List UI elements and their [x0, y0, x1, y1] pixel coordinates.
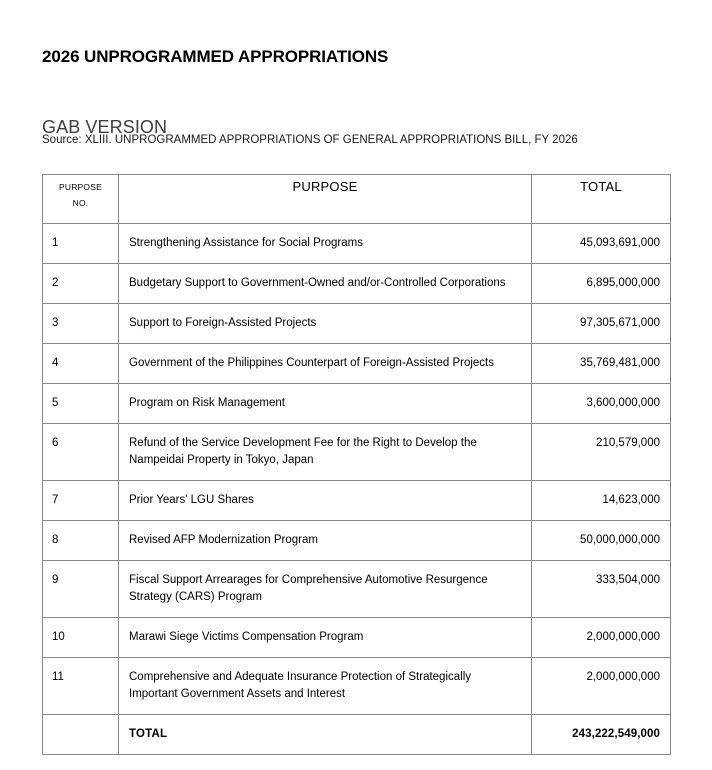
table-header: [43, 175, 671, 224]
page-title: 2026 UNPROGRAMMED APPROPRIATIONS: [42, 47, 389, 67]
cell-total: 333,504,000: [532, 561, 671, 618]
cell-purpose-no: 1: [43, 224, 119, 264]
cell-total: 97,305,671,000: [532, 304, 671, 344]
cell-total: 3,600,000,000: [532, 384, 671, 424]
table-row: [43, 618, 671, 658]
cell-purpose: Support to Foreign-Assisted Projects: [119, 304, 532, 344]
appropriations-table: [42, 174, 671, 755]
cell-total: 2,000,000,000: [532, 618, 671, 658]
cell-purpose-no: 3: [43, 304, 119, 344]
cell-total: 45,093,691,000: [532, 224, 671, 264]
cell-purpose-no: 4: [43, 344, 119, 384]
table-row: [43, 344, 671, 384]
table-row: [43, 521, 671, 561]
cell-purpose-no: 7: [43, 481, 119, 521]
cell-purpose: Marawi Siege Victims Compensation Program: [119, 618, 532, 658]
cell-purpose-no: 5: [43, 384, 119, 424]
cell-total: 210,579,000: [532, 424, 671, 481]
table-row: [43, 224, 671, 264]
cell-total: 35,769,481,000: [532, 344, 671, 384]
table-row: [43, 658, 671, 715]
cell-purpose-no: 8: [43, 521, 119, 561]
cell-purpose: Budgetary Support to Government-Owned and/or-Controlled Corporations: [119, 264, 532, 304]
cell-total: 6,895,000,000: [532, 264, 671, 304]
document-version-subtitle: GAB VERSION: [42, 116, 168, 137]
cell-purpose: Strengthening Assistance for Social Programs: [119, 224, 532, 264]
cell-purpose: Government of the Philippines Counterpart of Foreign-Assisted Projects: [119, 344, 532, 384]
cell-purpose-no: 6: [43, 424, 119, 481]
cell-purpose: Comprehensive and Adequate Insurance Protection of Strategically Important Government Assets and Interest: [119, 658, 532, 715]
column-header-purpose-no: [43, 175, 119, 224]
cell-purpose: Revised AFP Modernization Program: [119, 521, 532, 561]
cell-total: 14,623,000: [532, 481, 671, 521]
cell-purpose-no: 2: [43, 264, 119, 304]
table-row: [43, 304, 671, 344]
appropriations-table-container: [42, 174, 670, 755]
cell-total: 50,000,000,000: [532, 521, 671, 561]
table-total-row: [43, 715, 671, 755]
table-row: [43, 561, 671, 618]
column-header-total: TOTAL: [532, 175, 671, 224]
cell-purpose-no: 9: [43, 561, 119, 618]
cell-purpose: Fiscal Support Arrearages for Comprehensive Automotive Resurgence Strategy (CARS) Program: [119, 561, 532, 618]
cell-purpose: Refund of the Service Development Fee for the Right to Develop the Nampeidai Property in Tokyo, Japan: [119, 424, 532, 481]
cell-total-row-label: TOTAL: [119, 715, 532, 755]
column-header-purpose: PURPOSE: [119, 175, 532, 224]
cell-purpose-no: 11: [43, 658, 119, 715]
table-row: [43, 424, 671, 481]
cell-purpose-no: 10: [43, 618, 119, 658]
table-row: [43, 384, 671, 424]
document-source-line: Source: XLIII. UNPROGRAMMED APPROPRIATIONS OF GENERAL APPROPRIATIONS BILL, FY 2026: [42, 134, 578, 146]
table-row: [43, 481, 671, 521]
column-header-purpose-no-line1: PURPOSE: [59, 182, 102, 192]
cell-purpose: Prior Years' LGU Shares: [119, 481, 532, 521]
column-header-purpose-no-line2: NO.: [72, 198, 89, 208]
cell-total-row-amount: 243,222,549,000: [532, 715, 671, 755]
table-body: [43, 224, 671, 755]
cell-purpose: Program on Risk Management: [119, 384, 532, 424]
cell-total-row-no: [43, 715, 119, 755]
cell-total: 2,000,000,000: [532, 658, 671, 715]
table-header-row: [43, 175, 671, 224]
table-row: [43, 264, 671, 304]
